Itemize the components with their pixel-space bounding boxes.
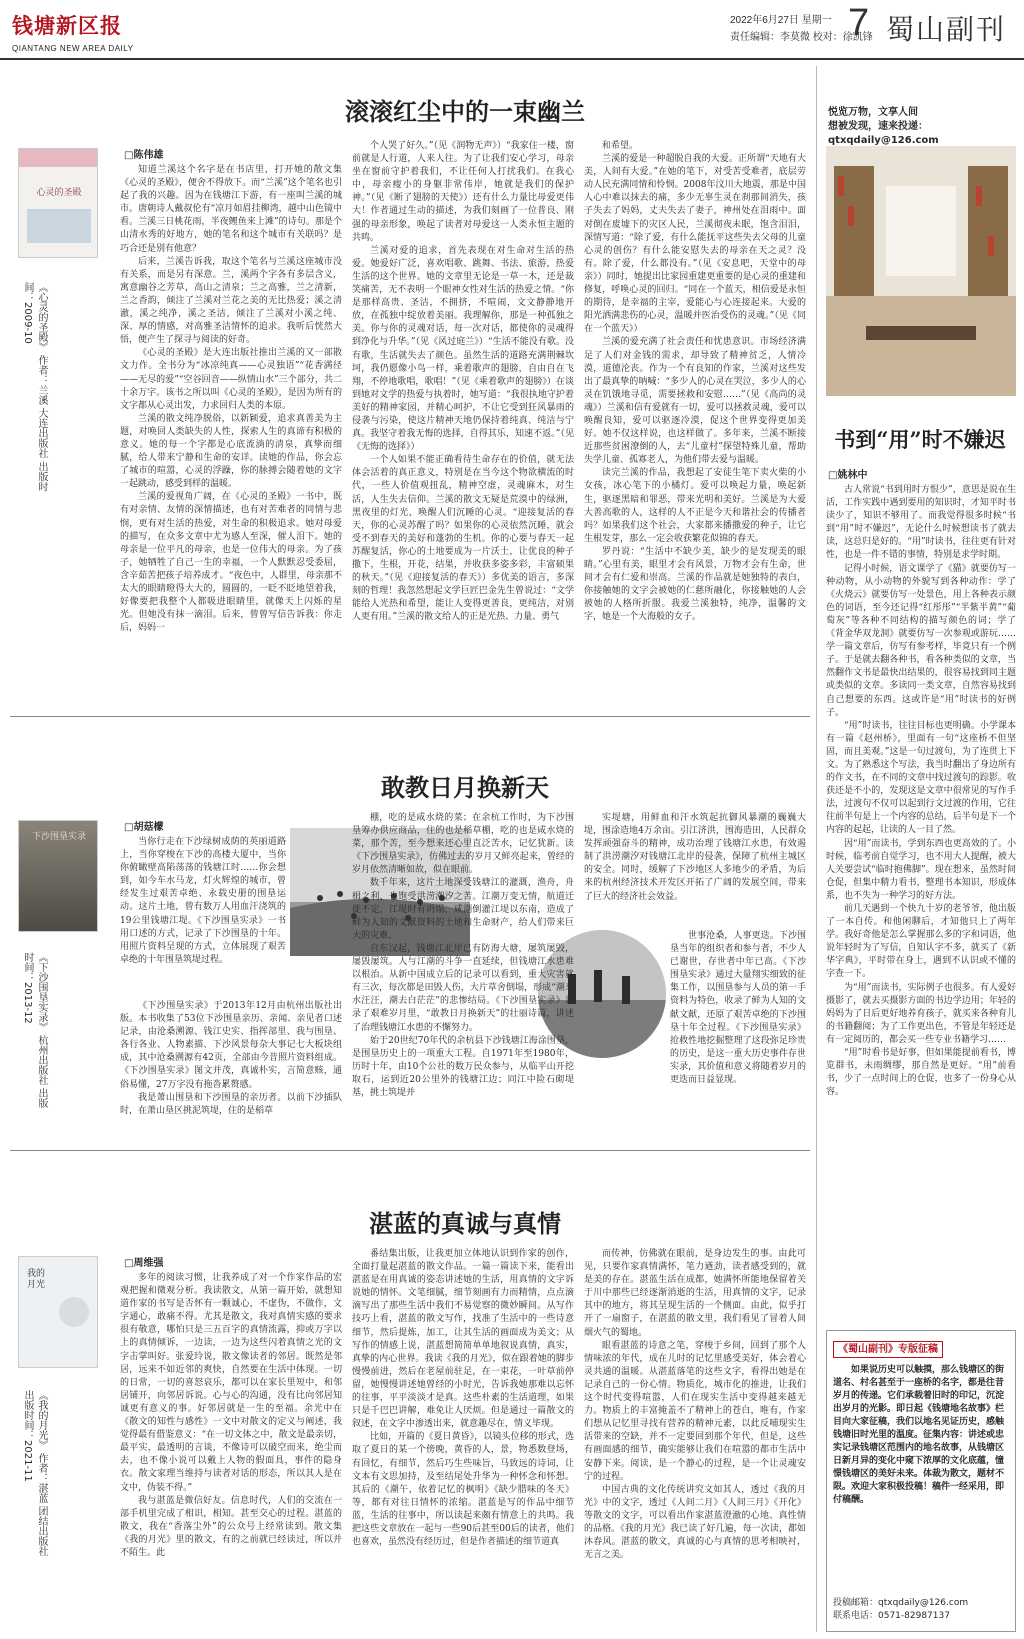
a2c2-p: 始于20世纪70年代的余杭县下沙钱塘江海涂围垦，是围垦历史上的一项重大工程。自1971年至1980年，历时十年，由10个公社的数万民众参与，从临平山开挖取石，运到近20公里外的钱塘江边；同江中险石砌堤基，挑土筑堤并 — [352, 1035, 574, 1098]
sidebar-p: 古人常说“书到用时方恨少”，意思是说在生活，工作实践中遇到要用的知识时，才知平时书读少了，知识不够用了。而我觉得很多时候“书到“用”时不嫌迟”，无论什么时候想读书了就去读，这总归是好的。“用”时读书，往往更有针对性，也是一件不错的事情，特别是求学时期。 — [826, 485, 1016, 561]
a1c1-p: 知道兰溪这个名字是在书店里，打开她的散文集《心灵的圣殿》，便舍不得放下。而“兰溪”这个笔名也引起了我的兴趣。因为在钱塘江下游，有一座叫兰溪的城市。唐朝诗人戴叔伦有“凉月如眉挂柳湾，越中山色镜中看。兰溪三日桃花雨，半夜鲤鱼来上滩”的诗句。那是个山清水秀的好地方，她的笔名和这个城市有关联吗？是巧合还是别有他意？ — [120, 165, 342, 254]
a1c1-p: 后来，兰溪告诉我，取这个笔名与兰溪这座城市没有关系，而是另有深意。兰，溪两个字各有多层含义，寓意幽谷之芳草，高山之清泉；兰之高雅，兰之清新，兰之香韵，倾注了兰溪对兰花之美的无比热爱；溪之清澈，溪之纯净，溪之圣洁，倾注了兰溪对小溪之纯、深、厚的情感，对高雅圣洁情怀的追求。我听后恍然大悟，便产生了探寻与阅读的好奇。 — [120, 256, 342, 346]
article2-author: □胡菇檬 — [124, 822, 164, 833]
masthead — [0, 0, 1024, 60]
sidebar-title: 书到“用”时不嫌迟 — [834, 427, 1006, 452]
article1-book-info: 《心灵的圣殿》 作者：兰溪 大连出版社 出版时间：2009-10 — [22, 282, 47, 492]
sidebar-p: 为“用”而读书，实际例子也很多。有人爱好摄影了，就去买摄影方面的书边学边用；年轻的妈妈为了日后更好地养育孩子，就买来各种育儿的书籍翻阅；为了工作更出色，不管是年轻还是有一定阅历的，都会买一些专业书籍学习…… — [826, 982, 1016, 1045]
contact-phone: 联系电话：0571-82987137 — [833, 1611, 950, 1621]
call-tag: 《蜀山副刊》专版征稿 — [833, 1341, 943, 1358]
newspaper-logo: 钱塘新区报 — [12, 13, 122, 38]
a3c3-p: 而传神，仿佛就在眼前，是身边发生的事。由此可见，只要作家真情满怀，笔力遒劲，读者感受到的，就是美的存在。湛蓝生活在成都，她满怀所能地保留着关于川中那些已经逐渐消逝的生活，用真情的文字，记录其中的地方，将其呈现生活的一个侧面。由此，似乎打开了一扇窗子，在湛蓝的散文里，我们看见了冒着人间烟火气的蜀地。 — [584, 1249, 806, 1338]
article2-col2 — [352, 812, 574, 1142]
call-contacts — [833, 1597, 968, 1623]
article1-col2 — [352, 140, 574, 708]
article2-title: 敢教日月换新天 — [381, 773, 549, 802]
a2c1-p: 我是萧山围垦和下沙围垦的亲历者。以前下沙插队时，在萧山垦区挑泥筑堤，住的是稻草 — [120, 1092, 342, 1116]
article1-book-cover — [18, 148, 98, 258]
section-divider — [10, 1150, 810, 1151]
sidebar-p: “用”时看书是好事，但如果能提前看书，博览群书，未雨绸缪，那自然是更好。“用”前看书，少了一点时间上的仓促，也多了一份身心从容。 — [826, 1048, 1016, 1098]
a1c1-p: 《心灵的圣殿》是大连出版社推出兰溪的又一部散文力作。全书分为“冰凉纯真——心灵独语”“花香满径——无尽的爱”“空谷回音——纵情山水”三个部分，共二十余万字。该书之所以叫《心灵的圣殿》，是因为所有的文字都从心灵出发，力求回归人类的本原。 — [120, 348, 342, 411]
a1c1-p: 兰溪的散文纯净脱俗，以新颖爱，追求真善美为主题，对唤回人类缺失的人性，探索人生的真谛有积极的意义。她的每一个字都是心底流淌的清泉，真挚而细腻，给人带来宁静和生命的安详。读她的作品，你会忘了城市的喧嚣，心灵的浮躁，你的脉搏会随着她的文字一起跳动，感受到样的温暖。 — [120, 413, 342, 490]
a1c3-p: 兰溪的爱是一种超脱自我的大爱。正所谓“天地有大美，人间有大爱。”在她的笔下，对受苦受难者，底层劳动人民充满同情和怜悯。2008年汶川大地震，那是中国人心中难以抹去的痛，多少无辜生灵在刹那间消失，孩子失去了妈妈，丈夫失去了妻子，神州处在泪雨中。面对倒在废墟下的灾区人民，兰溪彻夜未眠，饱含泪泪，深情写道：“除了爱，有什么能抚平这些失去父母的儿童心灵的创伤？有什么能安慰失去的母亲在天之灵？没有。除了爱，什么都没有。”（见《安息吧，天堂中的母亲》）同时，她提出比家园重建更重要的是心灵的重建和修复，呼唤心灵的回归。“同在一个蓝天，相信爱是永恒的期待，是幸福的主宰，爱能心与心连接起来。大爱的阳光洒满悲伤的心灵，温暖并医治受伤的灵魂。”（见《同在一个蓝天》） — [584, 154, 806, 335]
article1-cover-title: 心灵的圣殿 — [36, 188, 82, 198]
article3-col2 — [352, 1248, 574, 1632]
sidebar-p: 记得小时候，语文课学了《猫》就要仿写一种动物，从小动物的外貌写到各种动作：学了《火烧云》就要仿写一处景色，用上各种表示颜色的词语，至今还记得“红彤彤”“半紫半黄”“葡萄灰”等各种不同结构的描写颜色的词；学了《背金华双龙洞》就要仿写一次参观或游玩……学一篇文章后，仿写有参考样，毕竟只有一个例子。于是就去翻各种书，看各种类似的文章，当然翻作文书是最快出结果的，很容易找到同主题或类似的文章。多读同一类文章，自然容易找到自己想要的东西。这或许是“用”时读书的好例子。 — [826, 563, 1016, 718]
a2c3-p: 世事沧桑，人事更迭。下沙围垦当年的组织者和参与者，不少人已谢世，存世者中年已高。《下沙围垦实录》通过大量翔实细致的征集工作，以围垦参与人员的第一手资料为特色，收录了鲜为人知的文献文献，还原了艰苦卓绝的下沙围垦十年全过程。《下沙围垦实录》抢救性地挖掘整理了这段弥足珍贵的历史，是这一重大历史事件存世实录，其价值和意义将随着岁月的更迭而日益显现。 — [670, 931, 806, 1086]
sidebar-divider — [816, 66, 817, 1632]
a3c3-p: 眼看湛蓝的诗意之笔，穿梭于乡间，回到了那个人情味浓的年代，成在儿时的记忆里感受美好，体会着心灵共通的温暖。从湛蓝落笔的这些文字，看得出她是在记录自己的一份心情。物质化，城市化的推进，让我们这个时代变得喧嚣，人们在现实生活中变得越来越无力。物质上的丰富掩盖不了精神上的苍白，唯有，作家们想从记忆里寻找有营养的精神元素，以此反哺现实生活带来的空缺，并不一定要回到那个年代，但是，这些有画面感的细节，确实能够让我们在喧嚣的都市生活中安静下来。阅读，是一个静心的过程，是一个让灵魂安宁的过程。 — [584, 1340, 806, 1482]
editor-credits: 责任编辑：李莫微 校对：徐凯锋 — [730, 32, 873, 43]
a3c3-p: 中国古典的文化传统讲究文如其人，透过《我的月光》中的文字，透过《人间二月》《人间三月》《开化》等散文的文字，可以看出作家湛蓝澄澈的心地、真性情的品格。《我的月光》我已读了好几遍，每一次读，都如沐春风。湛蓝的散文，真诚的心与真情的思考相映衬，无言之美。 — [584, 1484, 806, 1561]
a2c3-p: 实堤塘，用鲜血和汗水筑起抗御风暴潮的巍巍大堤，围涂造地4万余亩。引江济洪，围海造田，人民群众发挥顽强奋斗的精神，成功治理了钱塘江水患，有效遏制了洪涝潮汐对钱塘江北岸的侵袭，保障了杭州主城区的安全。同时，缓解了下沙地区人多地少的矛盾，为后来的杭州经济技术开发区开拓了广阔的发展空间，带来了巨大的经济社会效益。 — [584, 813, 806, 902]
article2-col1 — [120, 1000, 342, 1142]
article2-book-cover — [18, 820, 98, 932]
a1c2-p: 兰溪对爱的追求，首先表现在对生命对生活的热爱。她爱好广泛，喜欢唱歌、跳舞、书法、旅游，热爱生活的这个世界。她的文章里无论是一草一木，还是裁笑痛苦，无不表明一个眼神女性对生活的热爱之情。“你是那样高贵、圣洁，不拥挤，不喧闹，文文静静地开放，在孤独中绽放着美丽。我理解你，那是一种孤独之美。你与你的灵魂对话，每一次对话，都使你的灵魂得到净化与升华。”（见《风过庭兰》）“生活不能没有歌。没有歌，生活就失去了颜色。虽然生活的道路充满荆棘坎坷，我仍愿像小鸟一样，乘着歌声的翅膀，自由自在飞翔，不停地歌唱，歌唱！”（见《乘着歌声的翅膀》）在谈到她对文学的热爱与执着时，她写道：“我很执地守护着美好的精神家园，并精心呵护，不让它受到狂风暴雨的侵袭与污染，使这片精神天地仍保持着纯真、纯洁与宁真。我坚守着我无悔的选择，自得其乐，知速不返。”（见《无悔的选择》） — [352, 245, 574, 453]
article3-author: □周维强 — [124, 1258, 164, 1269]
a3c1-p: 多年的阅读习惯，让我养成了对一个作家作品的宏观把握和微观分析。我读散文，从第一篇开始，就想知道作家的书写是否怀有一颗诚心，不虚伪，不做作，文字通心，敢痛不得。尤其是散文，我对真情实感的要求很有敬意，哪怕只是三五百字的真情流露，抑或万字以上的真情倾诉，一边读，一边为这些闪着真情之光的文字击掌叫好。张爱玲说，散文像读者的邻居。既然是邻居，远来不如近邻的爽快，自然要在生活中体现。一切的日常，一切的喜怒哀乐，都可以在家长里短中，和邻居铺开，向邻居诉说。心与心的沟通，没有比向邻居知诚更有意义的事。好邻居就是一生的至福。余光中在《散文的知性与感性》一文中对散文的定义与阐述，我觉得最有借鉴意义：“在一切文体之中，散文是最亲切，最平实，最透明的言谈，不像诗可以破空而来，绝尘而去，也不像小说可以戴上人物的假面具，事件的隐身衣。散文家理当维持与读者对话的形态，所以其人是在文中，伪装不得。” — [120, 1273, 342, 1493]
article1-author: □陈伟雄 — [124, 150, 164, 161]
sidebar-p: 因“用”而读书，学到东西也更高效的了。小时候，临考前自觉学习，也不用大人提醒，被大人关要尝试“临时抱佛脚”。现在想来，虽然时间仓促，但集中精力看书，整理书本知识，形成体系，也不失为一种学习的好方法。 — [826, 838, 1016, 901]
newspaper-logo-en: QIANTANG NEW AREA DAILY — [12, 44, 134, 53]
a3c2-p: 番结集出版，让我更加立体地认识到作家的创作，全面打量起湛蓝的散文作品。一篇一篇读下来，能看出湛蓝是在用真诚的姿态讲述她的生活，用真情的文字诉说她的情怀。文笔细腻，细节刻画有力而精情，点点滴滴写出了那些生活中我们不易觉察的微妙瞬间。从写作技巧上看，湛蓝的散文写作，找准了生活中的一些诗意细节，然后提炼，加工，让其生活的画面成为美文；从写作的情感上说，湛蓝想简简单单地叙说真情，真实，真挚的内心世界。我读《我的月光》，似在跟着她的脚步慢慢前进，然后在老屋前驻足，在一束花，一叶草前停留，她慢慢讲述她曾经的小时光，告诉我她那难以忘怀的往事，平平淡淡才是真。这些朴素的生活道理，如果只是千巴巴讲解，难免让人厌烦。但是通过一篇散文的叙述，在文字中渗透出来，就意趣尽在，情义毕现。 — [352, 1249, 574, 1430]
article2-col3-bottom — [670, 930, 806, 1142]
article3-book-cover — [18, 1256, 98, 1368]
sidebar-author: □姚林中 — [828, 470, 868, 481]
library-photo — [826, 146, 1016, 396]
a1c2-p: 个人哭了好久。”（见《润物无声》）“我家住一楼，窗前就是人行道，人来人往。为了让我们安心学习，母亲坐在窗前守护着我们，不让任何人打扰我们。在我心中，母亲瘦小的身躯非常伟岸，她就是我们的保护神。”（见《断了翅膀的天使》）还有什么力量比母爱更伟大！作者通过生动的描述，为我们刻画了一位普良、刚强的母亲形象，唤起了读者对母爱这一人类永恒主题的共鸣。 — [352, 141, 574, 243]
a1c2-p: 一个人如果不能正确看待生命存在的价值，就无法体会活着的真正意义，特别是在当今这个物欲横流的时代，一些人价值观扭乱，精神空虚，灵魂麻木，对生活，人生失去信仰。兰溪的散文无疑是荒漠中的绿洲，黑夜里的灯光，唤醒人们沉睡的心灵。“迎接复活的春天，你的心灵苏醒了吗？如果你的心灵依然沉睡，就会受不到春天的美好和蓬勃的生机。你的心要与春天一起苏醒复活，你心的土地要成为一片沃土，让优良的种子撒下，生根，开花，结果，并收获多姿多彩，丰富硕果的秋天。”（见《迎接复活的春天》）多优美的语言，多深刻的哲理！我忽然想起文学巨匠巴金先生曾说过：“文学能给人光热和希望，能让人变得更善良，更纯洁，对别人更有用。”兰溪的散文给人的正是光热、力量、勇气 — [352, 455, 574, 623]
article3-cover-title: 我的月光 — [27, 1269, 46, 1290]
sidebar-p: 前几天遇到一个快九十岁的老爷爷，他出版了一本自传。和他闲聊后，才知他只上了两年学。我好奇他是怎么掌握那么多的字和词语，他说年轻时为了写信，自知认字不多，就买了《新华字典》，平时带在身上，遇到不认识或不懂的字查一下。 — [826, 904, 1016, 980]
a1c3-p: 和希望。 — [602, 141, 639, 151]
sidebar-p: “用”时读书，往往目标也更明确。小学课本有一篇《赵州桥》，里面有一句“这座桥不但坚固，而且美观。”这是一句过渡句，为了连贯上下文。为了熟悉这个写法，我当时翻出了身边所有的作文书，在不同的文章中找过渡句的踪影。收获还是不小的，发现这是文章中很常见的写作手法，过渡句不仅可以起到行文过渡的作用，它往往前半句是上一个内容的总结，后半句是下一个内容的起起，让读的人一目了然。 — [826, 720, 1016, 836]
page-number: 7 — [848, 2, 870, 44]
a2c1-p: 《下沙围垦实录》于2013年12月由杭州出版社出版。本书收集了53位下沙围垦亲历、亲闻、亲见者口述记录，由沧桑溯源、钱江史实、指挥部里、我与围垦、各行各业、人物素描、下沙风景每杂大事记七大板块组成，其中沧桑溯源有42页，全部由今昔照片资料组成。《下沙围垦实录》图文并茂，真诚朴实，言简意赅，通俗易懂，27万字没有拖沓累赘感。 — [120, 1001, 342, 1090]
page-section-name: 蜀山副刊 — [886, 13, 1007, 46]
article3-col1 — [120, 1272, 342, 1632]
a1c3-p: 罗丹说：“生活中不缺少美，缺少的是发现美的眼睛。”心里有美，眼里才会有风景，万物才会有生命，世间才会有仁爱和崇高。兰溪的作品就是她独特的表白，你接触她的文字会被她的仁慈所融化，你接触她的人会被她的人格所折服。我爱兰溪独特，纯净，温馨的文字，她是一个大海般的女子。 — [584, 546, 806, 623]
a3c2-p: 比如，开篇的《夏日黄昏》，以镜头位移的形式，选取了夏日的某一个傍晚，黄昏的人，景，物悉数登场，有回忆，有细节，然后巧生些味旨，马致远的诗词，让文本有文思加持，及至结尾处升华为一种怀念和怀想。其后的《潮午，依着记忆的枫明》《缺少腊味的冬天》等，都有对往日情怀的浓缩。湛蓝是写的作品中细节蓝，生活的往事中，所以读起来颇有情意上的共鸣。我把这些文章放在一起与一些90后甚至00后的读者，他们也喜欢，虽然没有经历过，但是作者描述的细节道真 — [352, 1432, 574, 1548]
submission-email[interactable]: 投稿邮箱：qtxqdaily@126.com — [833, 1598, 969, 1608]
sidebar-column — [826, 484, 1016, 1320]
a2c2-p: 自东汉起，钱塘江北岸已有防海大塘，屡筑屡毁，屡毁屡筑。人与江潮的斗争一直延续，但钱塘江水患难以根治。从新中国成立后的记录可以看到，重大灾害就有三次，每次都是田毁人伤，大片草舍倒塌，形成“潮来水汪汪，潮去白茫茫”的悲惨结局。《下沙围垦实录》记录了艰难岁月里，“敢教日月换新天”的壮丽诗篇，讲述了治理钱塘江水患的不懈努力。 — [352, 943, 574, 1033]
a2c2-p: 棚，吃的是咸水烧的菜；在余杭工作时，为下沙围垦筹办供应商品，住的也是稻草棚，吃的也是咸水烧的菜，那个苦，至今想来还心里直泛苦水，记忆犹新。读《下沙围垦实录》，仿佛过去的岁月又鲜亮起来，曾经的岁月依然清晰如故，似在眼前。 — [352, 813, 574, 876]
issue-date: 2022年6月27日 星期一 — [730, 15, 832, 26]
article3-title: 湛蓝的真诚与真情 — [369, 1209, 561, 1238]
article2-col3 — [584, 812, 806, 928]
a1c1-p: 兰溪的爱视角广阔，在《心灵的圣殿》一书中，既有对亲情、友情的深情描述，也有对苦难者的同情与悲悯，更有对生活的热爱，对生命的积极追求。她对母爱的描写，在众多文章中尤为感人至深，催人泪下。她的母亲是一位平凡的母亲，也是一位伟大的母亲。为了孩子，她牺牲了自己一生的幸福，一个人默默忍受委屈，含辛茹苦把孩子培养成才。“夜色中，人群里，母亲那不太大的眼睛瞪得大大的，圆圆的，一眨不眨地望着我，好像要把我整个人都吸进眼睛里，就像天上闪烁的星光。但她没有抹一滴泪。后来，曾曾写信告诉我：你走后，妈妈一 — [120, 492, 342, 634]
a1c3-p: 兰溪的爱充满了社会责任和忧患意识。市场经济满足了人们对金钱的需求，却导致了精神贫乏，人情冷漠，道德沦丧。作为一个有良知的作家，兰溪对这些发出了最真挚的呐喊：“多少人的心灵在哭泣，多少人的心灵在饥饿地寻觅，需要拯救和安慰……”（见《高尚的灵魂》）兰溪和信有爱就有一切，爱可以拯救灵魂，爱可以唤醒良知，爱可以驱逐冷漠，促这个世界变得更加美好。她不仅这样说，也这样做了。多年来，兰溪不断接近那些贫困潦倒的人，去“儿童村”探望特殊儿童，帮助失学儿童、孤寡老人，为他们带去爱与温暖。 — [584, 337, 806, 466]
article1-col3 — [584, 140, 806, 708]
library-photo-art — [826, 146, 1016, 396]
section-divider — [10, 716, 810, 717]
a2c2-p: 数千年来，这片土地深受钱塘江的灌溉，渔舟，舟楫之利，也饱受洪涝潮汐之苦。江潮万变无情，航道迁徙不定，江堤时有坍塌，咸潮倒灌江堤以东南，造成了鲜为人知的文献资料的土地和生命财产，给人们带来巨大的灾难。 — [352, 878, 574, 941]
a3c1-p: 我与湛蓝是微信好友。信息时代，人们的交流在一部手机里完成了相识，相知。甚至交心的过程。湛蓝的散文，我在“香落尘外”的公众号上经常读到。散文集《我的月光》里的散文，有的之前就已经读过，所以并不陌生。此 — [120, 1495, 342, 1558]
article3-col3 — [584, 1248, 806, 1632]
a2c1-p: 当你行走在下沙绿树成荫的英丽道路上，当你穿梭在下沙的高楼大厦中，当你你俯瞰壁高陷荡荡的钱塘江时……你会想到，如今车水马龙，灯火辉煌的城市，曾经发生过艰苦卓绝、永载史册的围垦运动。这片土地，曾有数万人用血汗浇筑的19公里钱塘江堤。《下沙围垦实录》一书用口述的方式，记录了下沙围垦的十年。用照片资料呈现的方式，立体展现了艰苦卓绝的十年围垦筑堤过程。 — [120, 837, 286, 965]
call-body: 如果说历史可以触摸，那么钱塘区的街道名、村名甚至于一座桥的名字，都是往昔岁月的传递。它们承载着旧时的印记，沉淀出岁月的光影。即日起《钱塘地名故事》栏目向大家征稿，我们以地名见证历史，感触钱塘旧时光里的温度。征集内容：讲述或忠实记录钱塘区范围内的地名故事，从钱塘区日新月异的变化中窥下浓厚的文化底蕴，憧憬钱塘区的美好未来。体裁为散文，题材不限。欢迎大家积极投稿！稿件一经采用，即付稿酬。 — [833, 1365, 1005, 1505]
slogan-line: 悦览万物，文享人间 — [828, 107, 918, 118]
slogan-line: 想被发现，速来投递：qtxqdaily@126.com — [828, 121, 939, 146]
article1-col1 — [120, 164, 342, 708]
article2-cover-title: 下沙围垦实录 — [31, 832, 86, 842]
a1c3-p: 读完兰溪的作品，我想起了安徒生笔下卖火柴的小女孩，冰心笔下的小橘灯。爱可以唤起力量，唤起新生，驱逐黑暗和罪恶，带来光明和美好。兰溪是为大爱大善高歌的人，这样的人不正是今天和谐社会的传播者吗？如果我们这个社会，大家都来播撒爱的种子，让它生根发芽，那么一定会收获繁花似锦的春天。 — [584, 468, 806, 544]
sidebar-slogan — [828, 106, 1024, 148]
article1-title: 滚滚红尘中的一束幽兰 — [345, 97, 585, 126]
article3-book-info: 《我的月光》 作者：湛蓝 团结出版社 出版时间：2021-11 — [22, 1390, 47, 1557]
article2-book-info: 《下沙围垦实录》 杭州出版社 出版时间：2013-12 — [22, 952, 47, 1109]
call-for-submissions — [826, 1330, 1016, 1632]
